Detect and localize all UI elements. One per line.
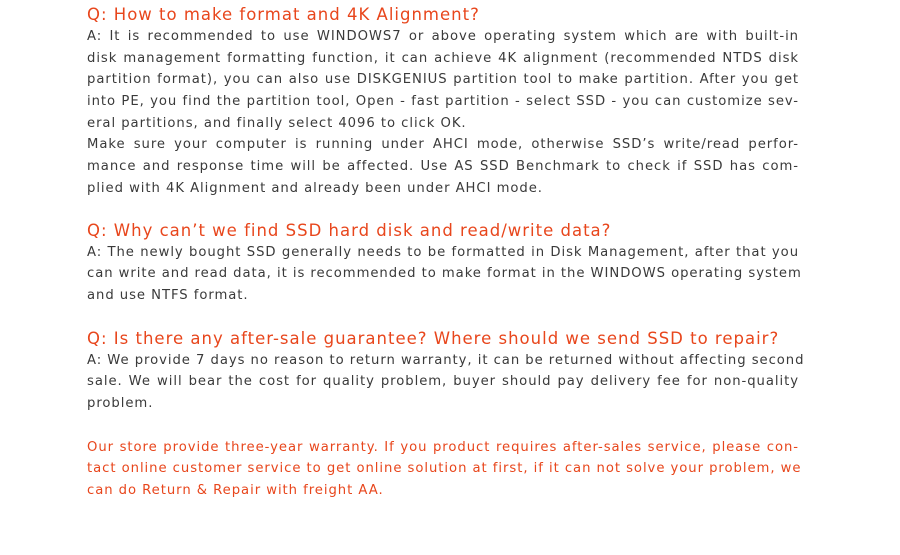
answer-line: plied with 4K Alignment and already been under AHCI mode.	[87, 180, 543, 196]
faq-page	[87, 4, 805, 502]
faq-answer	[87, 350, 805, 415]
answer-line: disk management formatting function, it can achieve 4K alignment (recommended NTDS disk	[87, 50, 799, 66]
warranty-line: Our store provide three-year warranty. If you product requires after-sales service, please con-	[87, 439, 799, 455]
faq-answer	[87, 26, 799, 200]
faq-item-4k-alignment	[87, 4, 799, 200]
faq-question: Q: Is there any after-sale guarantee? Where should we send SSD to repair?	[87, 328, 780, 348]
faq-item-after-sale	[87, 328, 805, 415]
warranty-line: can do Return & Repair with freight AA.	[87, 483, 384, 498]
answer-line: eral partitions, and finally select 4096 to click OK.	[87, 115, 467, 131]
answer-line: partition format), you can also use DISKGENIUS partition tool to make partition. After you get	[87, 72, 799, 88]
faq-item-find-ssd	[87, 220, 802, 307]
answer-line: problem.	[87, 395, 154, 411]
faq-answer	[87, 242, 802, 307]
answer-line: A: The newly bought SSD generally needs to be formatted in Disk Management, after that you	[87, 244, 799, 260]
answer-line: can write and read data, it is recommended to make format in the WINDOWS operating system	[87, 266, 802, 282]
answer-line: sale. We will bear the cost for quality problem, buyer should pay delivery fee for non-quality	[87, 374, 799, 390]
answer-line: and use NTFS format.	[87, 287, 249, 303]
warranty-note	[87, 437, 802, 502]
answer-line: into PE, you find the partition tool, Open - fast partition - select SSD - you can customize sev-	[87, 94, 799, 110]
warranty-line: tact online customer service to get online solution at first, if it can not solve your problem, we	[87, 461, 802, 477]
answer-line: Make sure your computer is running under AHCI mode, otherwise SSD’s write/read perfor-	[87, 137, 799, 153]
faq-question: Q: How to make format and 4K Alignment?	[87, 5, 480, 24]
faq-question: Q: Why can’t we find SSD hard disk and read/write data?	[87, 220, 612, 240]
answer-line: A: We provide 7 days no reason to return warranty, it can be returned without affecting second	[87, 352, 805, 368]
answer-line: A: It is recommended to use WINDOWS7 or above operating system which are with built-in	[87, 29, 799, 44]
answer-line: mance and response time will be affected. Use AS SSD Benchmark to check if SSD has com-	[87, 159, 799, 175]
